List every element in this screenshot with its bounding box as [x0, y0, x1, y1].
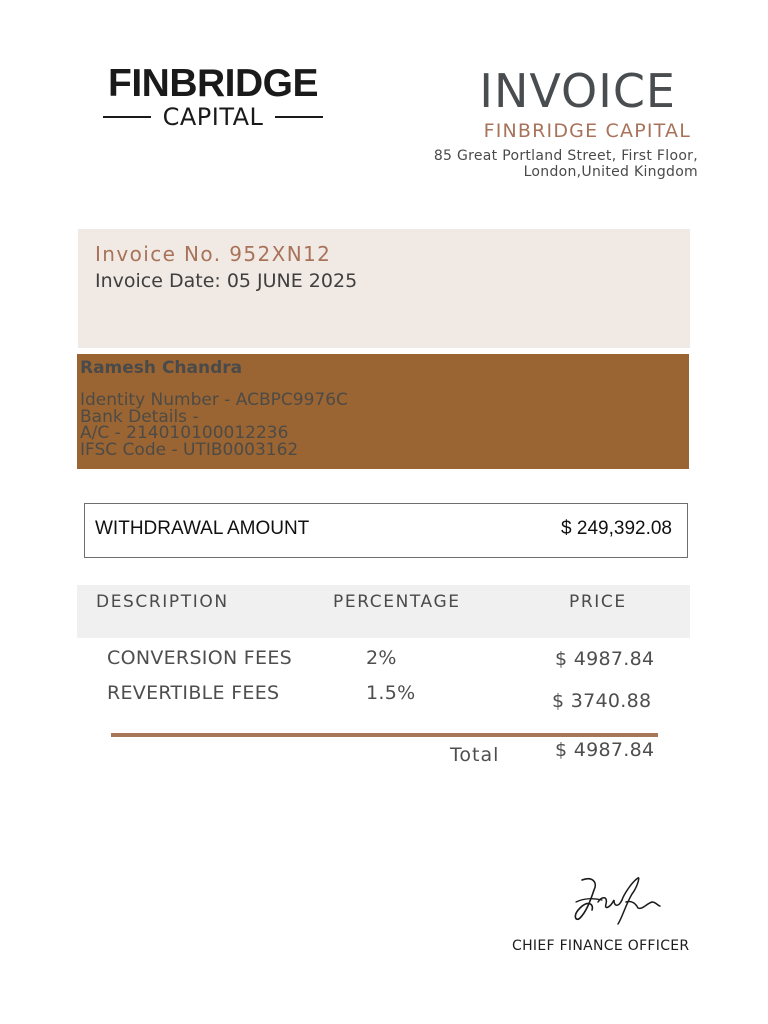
- row-2-percentage: 1.5%: [366, 682, 416, 704]
- logo-subtitle-text: CAPITAL: [162, 103, 264, 131]
- column-header-price: PRICE: [569, 592, 627, 612]
- row-2-description: REVERTIBLE FEES: [107, 682, 280, 704]
- document-title: INVOICE: [479, 64, 676, 118]
- client-details: [80, 392, 348, 458]
- total-value: $ 4987.84: [555, 739, 655, 761]
- company-address: [434, 148, 698, 180]
- logo-rule-right: [275, 116, 323, 118]
- client-account: A/C - 214010100012236: [80, 423, 289, 443]
- client-bank-details: Bank Details -: [80, 406, 199, 427]
- logo-subtitle: [95, 102, 331, 132]
- address-line-1: 85 Great Portland Street, First Floor,: [433, 148, 698, 164]
- invoice-date: Invoice Date: 05 JUNE 2025: [95, 270, 358, 292]
- column-header-description: DESCRIPTION: [96, 592, 229, 612]
- invoice-number: Invoice No. 952XN12: [95, 242, 332, 266]
- client-ifsc: IFSC Code - UTIB0003162: [80, 439, 299, 460]
- column-header-percentage: PERCENTAGE: [333, 592, 461, 612]
- row-2-price: $ 3740.88: [552, 690, 652, 712]
- address-line-2: London,United Kingdom: [523, 164, 698, 180]
- client-identity: Identity Number - ACBPC9976C: [80, 390, 348, 410]
- logo-rule-left: [103, 116, 151, 118]
- withdrawal-label: WITHDRAWAL AMOUNT: [95, 518, 310, 539]
- company-logo: [95, 62, 335, 137]
- total-label: Total: [450, 744, 500, 766]
- logo-wordmark: FINBRIDGE: [108, 62, 318, 105]
- row-1-percentage: 2%: [366, 647, 397, 669]
- client-name: Ramesh Chandra: [80, 358, 243, 378]
- company-name: FINBRIDGE CAPITAL: [483, 120, 691, 142]
- row-1-description: CONVERSION FEES: [107, 647, 293, 669]
- signature-image: [568, 872, 664, 928]
- row-1-price: $ 4987.84: [555, 648, 655, 670]
- withdrawal-amount: $ 249,392.08: [561, 518, 672, 539]
- signatory-title: CHIEF FINANCE OFFICER: [512, 938, 690, 954]
